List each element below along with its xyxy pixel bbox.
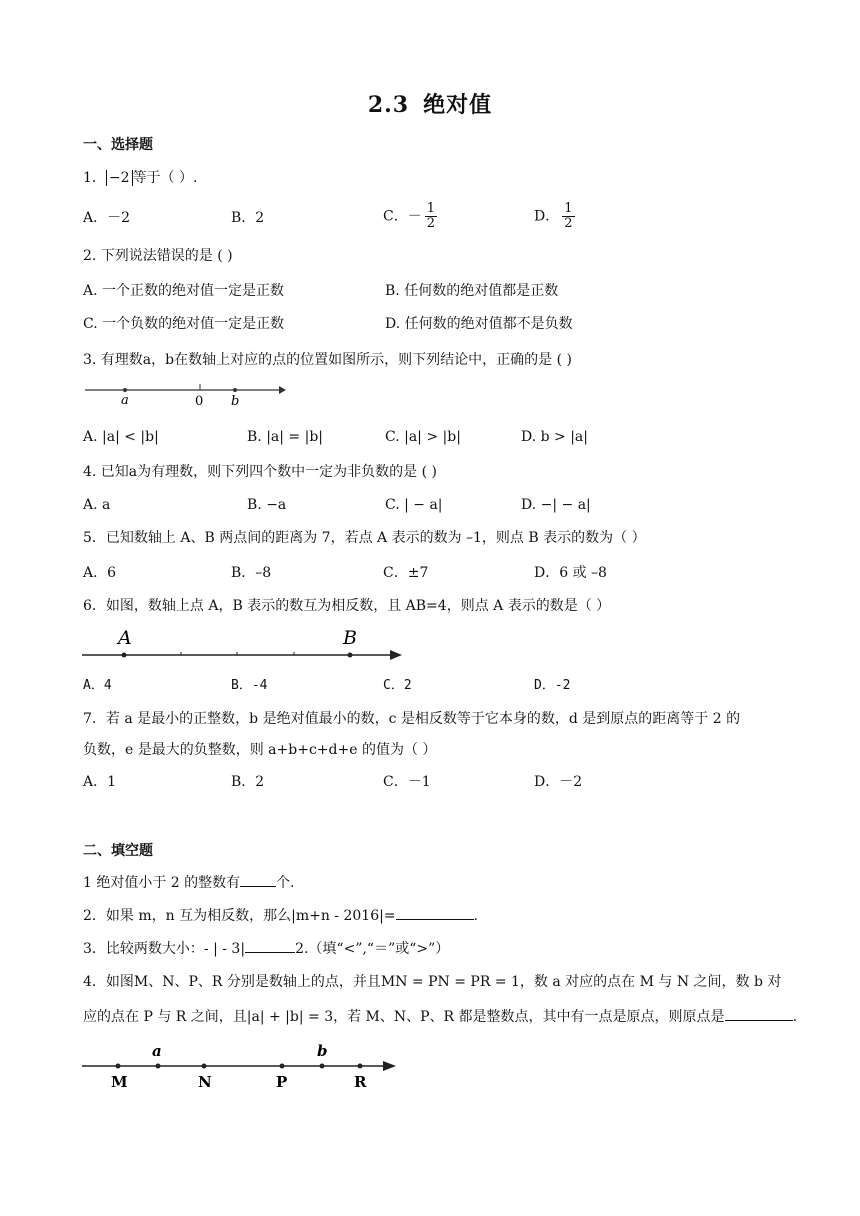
- q3-option-d: D. b > |a|: [521, 429, 588, 445]
- f4-stem-line2-pre: 应的点在 P 与 R 之间，且|a| + |b| = 3，若 M、N、P、R 都是整数点，其中有一点是原点，则原点是: [83, 1009, 725, 1025]
- q6-point-b: [348, 653, 353, 658]
- f4-label-a: a: [152, 1042, 162, 1060]
- f2-stem-pre: 2．如果 m，n 互为相反数，那么|m+n - 2016|=: [83, 908, 396, 924]
- section-heading-choice: 一、选择题: [83, 137, 153, 153]
- f4-answer-blank[interactable]: [725, 1006, 793, 1021]
- q6-number-line: [80, 624, 410, 664]
- f4-number-line: [80, 1040, 410, 1095]
- q7-option-b: B．2: [231, 774, 265, 790]
- f4-point-n: [202, 1064, 207, 1069]
- q3-point-a: [123, 388, 127, 392]
- f1-stem: [83, 872, 295, 893]
- f1-answer-blank[interactable]: [240, 872, 276, 887]
- q1-stem: [83, 168, 197, 188]
- page-title: [0, 88, 860, 119]
- f2-answer-blank[interactable]: [396, 905, 474, 920]
- f4-stem-line2: [83, 1006, 797, 1027]
- q1-d-numerator: 1: [564, 201, 573, 216]
- q6-option-d: D．-2: [534, 678, 571, 693]
- q1-c-numerator: 1: [426, 201, 435, 216]
- q1-abs-expression: −2: [106, 170, 133, 186]
- q5-option-b: B．–8: [231, 565, 272, 581]
- q3-label-a: a: [121, 393, 129, 408]
- f4-label-m: M: [111, 1073, 128, 1091]
- q6-point-a: [122, 653, 127, 658]
- q7-option-c: C．－1: [383, 774, 431, 790]
- f4-label-b: b: [317, 1042, 328, 1060]
- q6-option-a: A．4: [83, 678, 112, 693]
- q1-d-denominator: 2: [564, 216, 573, 231]
- q7-option-a: A．1: [83, 774, 117, 790]
- f4-label-r: R: [354, 1073, 367, 1091]
- f4-label-n: N: [198, 1073, 212, 1091]
- q3-option-c: C. |a| > |b|: [385, 429, 461, 445]
- title-text: 绝对值: [423, 92, 493, 118]
- f4-point-m: [116, 1064, 121, 1069]
- q3-point-b: [233, 388, 237, 392]
- f4-point-r: [358, 1064, 363, 1069]
- q4-option-b: B. −a: [247, 497, 287, 513]
- q3-label-zero: 0: [195, 394, 204, 409]
- f2-stem-post: .: [473, 908, 478, 924]
- q1-option-a: A．－2: [83, 210, 131, 226]
- q4-option-d: D. −| − a|: [521, 497, 591, 513]
- q4-option-c: C. | − a|: [385, 497, 443, 513]
- q2-option-a: A. 一个正数的绝对值一定是正数: [83, 283, 285, 299]
- q1-option-c-label: C．－: [383, 208, 422, 225]
- f4-label-p: P: [276, 1073, 288, 1091]
- f4-stem-line2-post: .: [792, 1009, 798, 1025]
- q1-option-d-fraction: [562, 202, 574, 231]
- q1-c-denominator: 2: [426, 216, 435, 231]
- f3-stem-pre: 3．比较两数大小：- | - 3|: [83, 941, 246, 957]
- q2-option-b: B. 任何数的绝对值都是正数: [385, 283, 559, 299]
- f4-point-b: [320, 1064, 325, 1069]
- f3-stem-post: 2.（填“<”,“＝”或“>”）: [295, 941, 450, 957]
- f3-answer-blank[interactable]: [245, 938, 295, 953]
- f1-stem-pre: 1 绝对值小于 2 的整数有: [83, 875, 241, 891]
- q2-option-c: C. 一个负数的绝对值一定是正数: [83, 316, 285, 332]
- q4-stem: 4. 已知a为有理数，则下列四个数中一定为非负数的是 ( ): [83, 464, 437, 480]
- q3-option-a: A. |a| < |b|: [83, 429, 159, 445]
- q5-stem: 5．已知数轴上 A、B 两点间的距离为 7，若点 A 表示的数为 –1，则点 B 表示的数为（ ）: [83, 530, 646, 546]
- q5-option-c: C．±7: [383, 565, 429, 581]
- q1-option-d-label: D．: [534, 208, 560, 225]
- f4-stem-line1: 4．如图M、N、P、R 分别是数轴上的点，并且MN = PN = PR = 1，数 a 对应的点在 M 与 N 之间，数 b 对: [83, 974, 782, 990]
- q6-stem: 6．如图，数轴上点 A，B 表示的数互为相反数，且 AB=4，则点 A 表示的数是（ ）: [83, 598, 611, 614]
- q5-option-d: D．6 或 –8: [534, 565, 607, 581]
- q1-number: 1．: [83, 170, 106, 186]
- q1-option-c: [383, 202, 437, 231]
- q4-option-a: A. a: [83, 497, 111, 513]
- q1-option-b: B．2: [231, 210, 265, 226]
- q7-stem-line2: 负数，e 是最大的负整数，则 a+b+c+d+e 的值为（ ）: [83, 742, 437, 758]
- q5-option-a: A．6: [83, 565, 117, 581]
- q6-label-b: B: [343, 627, 357, 649]
- f4-point-a: [156, 1064, 161, 1069]
- q2-stem: 2. 下列说法错误的是 ( ): [83, 248, 233, 264]
- q1-option-d: [534, 202, 575, 231]
- section-heading-fill: 二、填空题: [83, 843, 153, 859]
- f1-stem-post: 个.: [276, 875, 295, 891]
- q7-option-d: D．－2: [534, 774, 583, 790]
- q6-option-b: B．-4: [231, 678, 268, 693]
- q3-label-b: b: [231, 394, 240, 409]
- f3-stem: [83, 938, 449, 959]
- q1-option-c-fraction: [425, 202, 437, 231]
- q7-stem-line1: 7．若 a 是最小的正整数，b 是绝对值最小的数，c 是相反数等于它本身的数，d 是到原点的距离等于 2 的: [83, 711, 741, 727]
- q6-label-a: A: [118, 627, 132, 649]
- f4-point-p: [280, 1064, 285, 1069]
- f2-stem: [83, 905, 478, 926]
- title-number: 2.3: [367, 92, 410, 118]
- q6-option-c: C．2: [383, 678, 412, 693]
- q3-number-line: [83, 380, 293, 412]
- q3-stem: 3. 有理数a，b在数轴上对应的点的位置如图所示，则下列结论中，正确的是 ( ): [83, 352, 572, 368]
- q3-option-b: B. |a| = |b|: [247, 429, 323, 445]
- q2-option-d: D. 任何数的绝对值都不是负数: [385, 316, 573, 332]
- q1-stem-text: 等于（ ）.: [132, 170, 198, 186]
